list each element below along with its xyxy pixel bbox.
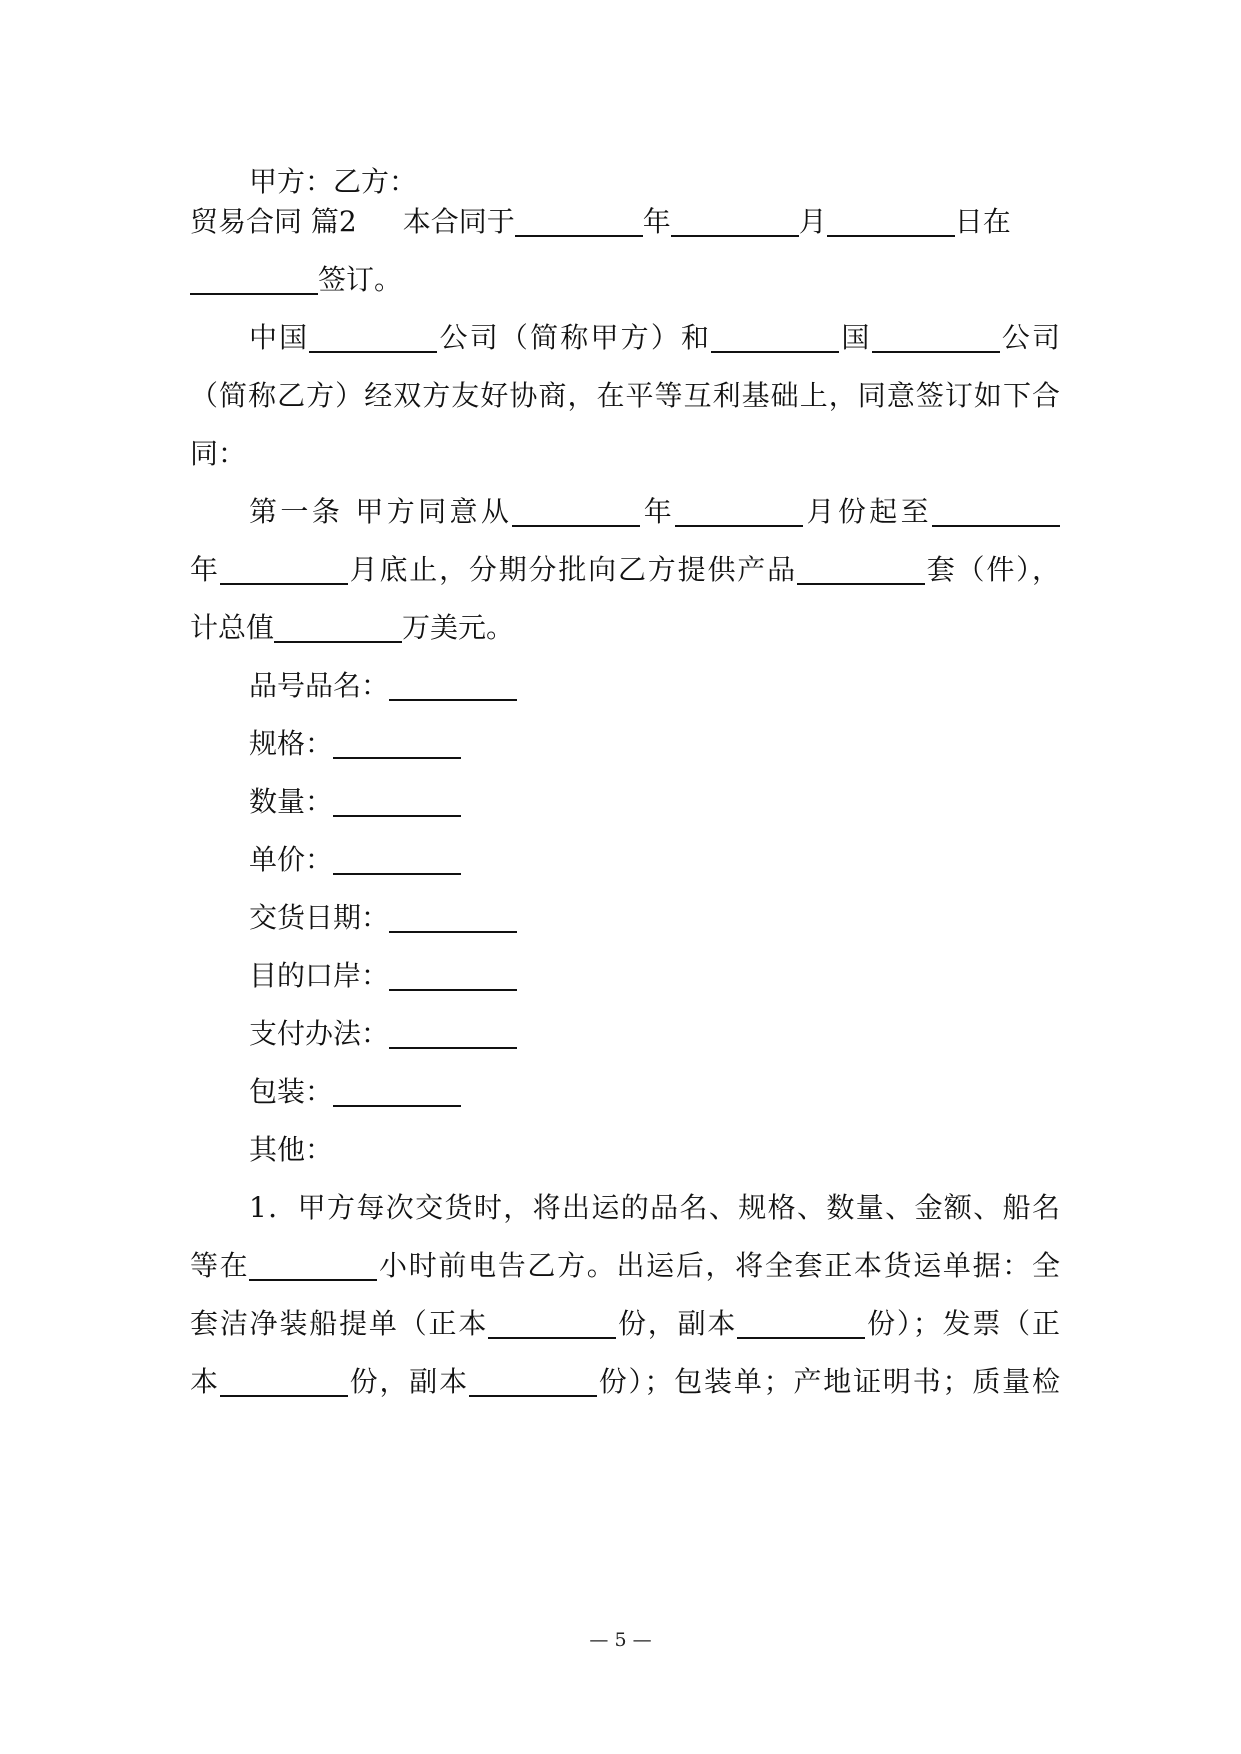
start-year-blank[interactable]	[512, 495, 640, 527]
item1-line1	[249, 1188, 1060, 1228]
field-blank[interactable]	[389, 669, 517, 701]
field-label: 交货日期：	[249, 901, 390, 934]
date-intro: 本合同于	[402, 205, 515, 238]
end-year-label: 年	[190, 553, 220, 586]
field-blank[interactable]	[389, 901, 517, 933]
item1-seg: 份）；包装单；产地证明书；质量检	[596, 1365, 1060, 1398]
field-payment	[249, 1014, 1060, 1054]
field-label: 包装：	[249, 1075, 334, 1108]
para1-line2	[190, 376, 1060, 416]
year-blank[interactable]	[515, 205, 643, 237]
field-label: 品号品名：	[249, 669, 390, 702]
article1-line2	[190, 550, 1060, 590]
item1-seg: 份，副本	[347, 1365, 469, 1398]
day-label: 日在	[954, 205, 1011, 238]
product-qty-blank[interactable]	[797, 553, 925, 585]
party-a-label: 公司（简称甲方）和	[437, 321, 712, 354]
day-blank[interactable]	[827, 205, 955, 237]
field-spec	[249, 724, 1060, 764]
para1-end: 同：	[190, 437, 247, 470]
end-year-blank[interactable]	[932, 495, 1060, 527]
signing-place-line	[190, 260, 1060, 300]
item1-seg: 本	[190, 1365, 220, 1398]
item1-seg: 套洁净装船提单（正本	[190, 1307, 489, 1340]
field-blank[interactable]	[389, 1017, 517, 1049]
signing-place-blank[interactable]	[190, 263, 318, 295]
contract-title: 贸易合同 篇2	[190, 205, 357, 238]
item1-seg: 份）；发票（正	[865, 1307, 1060, 1340]
unit-label: 套（件），	[924, 553, 1060, 586]
field-label: 规格：	[249, 727, 334, 760]
field-blank[interactable]	[333, 785, 461, 817]
invoice-original-blank[interactable]	[220, 1365, 348, 1397]
article1-line1	[249, 492, 1060, 532]
item1-line4	[190, 1362, 1060, 1402]
item1-seg: 等在	[190, 1249, 250, 1282]
field-delivery-date	[249, 898, 1060, 938]
parties-text: 甲方：乙方：	[249, 165, 418, 198]
end-month-label: 月底止，分期分批向乙方提供产品	[347, 553, 797, 586]
item1-text: 1．甲方每次交货时，将出运的品名、规格、数量、金额、船名	[249, 1191, 1060, 1224]
article1-line3	[190, 608, 1060, 648]
field-product-name	[249, 666, 1060, 706]
month-label: 月	[798, 205, 827, 238]
total-value-blank[interactable]	[274, 611, 402, 643]
field-label: 支付办法：	[249, 1017, 390, 1050]
item1-seg: 小时前电告乙方。出运后，将全套正本货运单据：全	[377, 1249, 1060, 1282]
page-number: — 5 —	[589, 1629, 652, 1651]
start-month-blank[interactable]	[675, 495, 803, 527]
invoice-copy-blank[interactable]	[469, 1365, 597, 1397]
company-label: 公司	[999, 321, 1060, 354]
para1-line1	[249, 318, 1060, 358]
field-blank[interactable]	[389, 959, 517, 991]
other-line	[249, 1130, 1060, 1170]
end-month-blank[interactable]	[220, 553, 348, 585]
china-label: 中国	[249, 321, 310, 354]
other-label: 其他：	[249, 1133, 334, 1166]
start-year-label: 年	[640, 495, 676, 528]
field-quantity	[249, 782, 1060, 822]
parties-line	[249, 162, 1060, 202]
party-b-company-blank[interactable]	[872, 321, 1000, 353]
bl-copy-blank[interactable]	[737, 1307, 865, 1339]
party-a-company-blank[interactable]	[309, 321, 437, 353]
year-label: 年	[642, 205, 671, 238]
bl-original-blank[interactable]	[488, 1307, 616, 1339]
country-label: 国	[839, 321, 872, 354]
article1-intro: 第一条 甲方同意从	[249, 495, 513, 528]
field-unit-price	[249, 840, 1060, 880]
month-blank[interactable]	[671, 205, 799, 237]
field-blank[interactable]	[333, 843, 461, 875]
contract-date-line	[190, 202, 1060, 242]
field-label: 数量：	[249, 785, 334, 818]
country-blank[interactable]	[711, 321, 839, 353]
item1-seg: 份，副本	[616, 1307, 738, 1340]
para1-text: （简称乙方）经双方友好协商，在平等互利基础上，同意签订如下合	[190, 379, 1060, 412]
hours-blank[interactable]	[249, 1249, 377, 1281]
para1-line3	[190, 434, 1060, 474]
field-label: 目的口岸：	[249, 959, 390, 992]
field-blank[interactable]	[333, 1075, 461, 1107]
item1-line2	[190, 1246, 1060, 1286]
start-month-label: 月份起至	[803, 495, 932, 528]
item1-line3	[190, 1304, 1060, 1344]
field-packing	[249, 1072, 1060, 1112]
field-blank[interactable]	[333, 727, 461, 759]
field-destination-port	[249, 956, 1060, 996]
field-label: 单价：	[249, 843, 334, 876]
currency-label: 万美元。	[402, 611, 515, 644]
signing-label: 签订。	[318, 263, 403, 296]
total-value-label: 计总值	[190, 611, 275, 644]
